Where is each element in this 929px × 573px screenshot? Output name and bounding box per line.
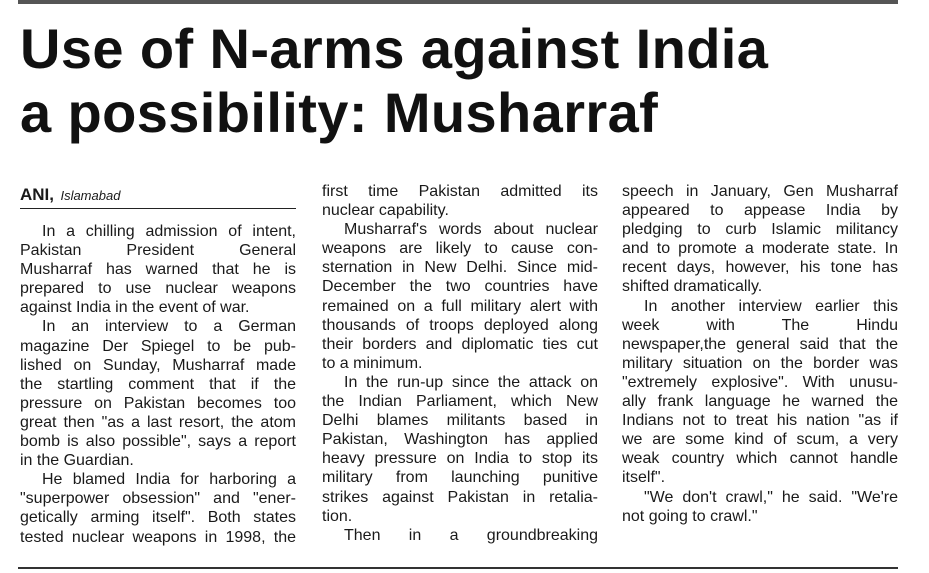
article-line: prepared to use nuclear weapons (20, 280, 296, 298)
article-line: shifted dramatically. (622, 278, 763, 296)
article-line: He blamed India for harboring a (42, 471, 296, 489)
article-line: Pakistan President General (20, 242, 296, 260)
article-line: Then in a groundbreaking (344, 526, 598, 544)
bottom-rule (18, 567, 898, 569)
article-line: getically arming itself". Both states (20, 509, 296, 527)
article-line: week with The Hindu (622, 316, 898, 334)
article-line: sternation in New Delhi. Since mid- (322, 259, 598, 277)
article-line: itself". (622, 469, 666, 487)
article-line: In the run-up since the attack on (344, 373, 598, 391)
headline-line-1: Use of N-arms against India (20, 17, 769, 80)
article-line: pressure on Pakistan becomes too (20, 394, 296, 412)
article-line: not going to crawl." (622, 507, 758, 525)
article-line: bomb is also possible", says a report (20, 433, 296, 451)
article-line: In a chilling admission of intent, (42, 223, 296, 240)
article-line: and to promote a moderate state. In (622, 240, 898, 258)
article-line: the startling comment that if the (20, 375, 296, 393)
article-line: newspaper,the general said that the (622, 335, 898, 353)
article-line: remained on a full military alert with (322, 297, 598, 315)
article-line: tested nuclear weapons in 1998, the (20, 528, 296, 546)
byline-place: Islamabad (60, 188, 121, 203)
byline (20, 184, 296, 209)
article-line: great then "as a last resort, the atom (20, 413, 296, 431)
article-line: military situation on the border was (622, 354, 898, 372)
article-column-1 (20, 222, 296, 547)
article-line: magazine Der Spiegel to be pub- (20, 337, 296, 355)
article-line: against India in the event of war. (20, 299, 250, 317)
byline-agency: ANI, (20, 185, 54, 204)
article-line: tion. (322, 507, 353, 525)
article-line: weapons are likely to cause con- (322, 240, 598, 258)
article-line: first time Pakistan admitted its (322, 183, 598, 200)
article-line: In another interview earlier this (644, 297, 898, 315)
article-line: to a minimum. (322, 354, 423, 372)
article-line: in the Guardian. (20, 452, 134, 470)
article-line: recent days, however, his tone has (622, 259, 898, 277)
article-line: weak country which cannot handle (622, 450, 898, 468)
article-line: lished on Sunday, Musharraf made (20, 356, 296, 374)
article-line: "extremely explosive". With unusu- (622, 373, 898, 391)
article-line: we are some kind of scum, a very (622, 431, 898, 449)
article-column-2 (322, 182, 598, 545)
top-rule (18, 0, 898, 4)
article-line: Delhi blames militants based in (322, 412, 598, 430)
article-line: military from launching punitive (322, 469, 598, 487)
article-line: strikes against Pakistan in retalia- (322, 488, 598, 506)
article-line: "We don't crawl," he said. "We're (644, 488, 898, 506)
article-line: ally frank language he warned the (622, 393, 898, 411)
article-line: pledging to curb Islamic militancy (622, 221, 898, 239)
article-line: Indians not to treat his nation "as if (622, 412, 898, 430)
headline-line-2: a possibility: Musharraf (20, 81, 659, 144)
article-column-3 (622, 182, 898, 526)
article-line: appeared to appease India by (622, 202, 898, 220)
article-line: In an interview to a German (42, 318, 296, 336)
article-line: heavy pressure on India to stop its (322, 450, 598, 468)
article-line: Musharraf's words about nuclear (344, 221, 598, 239)
article-line: speech in January, Gen Musharraf (622, 183, 898, 200)
article-line: Pakistan, Washington has applied (322, 431, 598, 449)
article-line: their borders and diplomatic ties cut (322, 335, 598, 353)
article-line: the Indian Parliament, which New (322, 393, 598, 411)
article-line: December the two countries have (322, 278, 598, 296)
headline (20, 17, 900, 145)
article-line: Musharraf has warned that he is (20, 261, 296, 279)
article-line: thousands of troops deployed along (322, 316, 598, 334)
article-line: nuclear capability. (322, 202, 449, 220)
article-line: "superpower obsession" and "ener- (20, 490, 296, 508)
